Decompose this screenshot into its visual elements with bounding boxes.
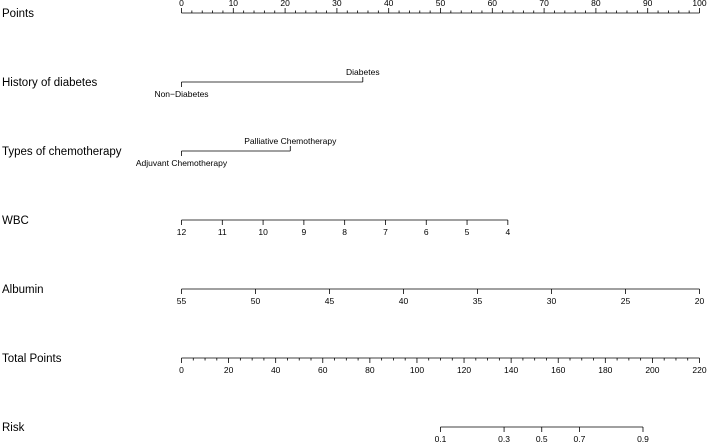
tick-label-wbc: 11: [217, 227, 227, 237]
tick-label-total-points: 60: [318, 365, 328, 375]
tick-label-albumin: 30: [546, 296, 557, 306]
tick-label-wbc: 5: [464, 227, 470, 237]
row-albumin: [2, 284, 704, 306]
row-label-wbc: WBC: [2, 215, 29, 227]
nomogram-rows: [2, 0, 707, 443]
tick-label-risk: 0.5: [535, 434, 548, 443]
tick-label-points: 40: [383, 0, 394, 8]
tick-label-points: 80: [591, 0, 601, 8]
row-label-albumin: Albumin: [2, 284, 44, 296]
level-label-non-diabetes: Non−Diabetes: [154, 89, 209, 99]
level-label-palliative-chemotherapy: Palliative Chemotherapy: [244, 136, 337, 146]
row-label-history-of-diabetes: History of diabetes: [2, 77, 98, 89]
tick-label-albumin: 50: [250, 296, 261, 306]
tick-label-wbc: 6: [423, 227, 429, 237]
tick-label-risk: 0.1: [434, 434, 447, 443]
tick-label-albumin: 20: [694, 296, 705, 306]
level-label-diabetes: Diabetes: [346, 67, 380, 77]
tick-label-risk: 0.3: [498, 434, 510, 443]
tick-label-total-points: 100: [409, 365, 425, 375]
tick-label-total-points: 220: [692, 365, 707, 375]
tick-label-total-points: 200: [645, 365, 660, 375]
tick-label-points: 20: [280, 0, 290, 8]
tick-label-total-points: 160: [551, 365, 566, 375]
tick-label-wbc: 7: [383, 227, 388, 237]
tick-label-albumin: 55: [176, 296, 187, 306]
tick-label-total-points: 40: [270, 365, 281, 375]
row-label-risk: Risk: [2, 422, 25, 434]
row-label-total-points: Total Points: [2, 353, 62, 365]
tick-label-total-points: 80: [365, 365, 375, 375]
row-types-of-chemotherapy: [2, 136, 337, 168]
row-risk: [2, 422, 649, 443]
tick-label-albumin: 45: [324, 296, 335, 306]
tick-label-points: 10: [228, 0, 239, 8]
tick-label-albumin: 40: [398, 296, 409, 306]
tick-label-total-points: 120: [456, 365, 472, 375]
tick-label-total-points: 20: [223, 365, 234, 375]
tick-label-points: 60: [487, 0, 498, 8]
row-label-types-of-chemotherapy: Types of chemotherapy: [2, 146, 122, 158]
level-label-adjuvant-chemotherapy: Adjuvant Chemotherapy: [135, 158, 228, 168]
row-label-points: Points: [2, 8, 34, 20]
tick-label-wbc: 10: [258, 227, 268, 237]
tick-label-wbc: 4: [505, 227, 511, 237]
row-total-points: [2, 353, 707, 375]
tick-label-risk: 0.7: [573, 434, 586, 443]
tick-label-points: 30: [332, 0, 342, 8]
tick-label-total-points: 180: [598, 365, 613, 375]
tick-label-points: 90: [642, 0, 653, 8]
tick-label-albumin: 25: [620, 296, 631, 306]
row-history-of-diabetes: [2, 67, 380, 99]
tick-label-total-points: 0: [179, 365, 184, 375]
tick-label-wbc: 12: [176, 227, 187, 237]
row-points: [2, 0, 707, 20]
tick-label-total-points: 140: [504, 365, 519, 375]
tick-label-points: 50: [435, 0, 446, 8]
tick-label-risk: 0.9: [637, 434, 649, 443]
tick-label-points: 70: [539, 0, 549, 8]
row-wbc: [2, 215, 510, 237]
tick-label-points: 0: [179, 0, 184, 8]
tick-label-points: 100: [692, 0, 707, 8]
tick-label-wbc: 9: [301, 227, 307, 237]
tick-label-wbc: 8: [342, 227, 348, 237]
tick-label-albumin: 35: [472, 296, 483, 306]
